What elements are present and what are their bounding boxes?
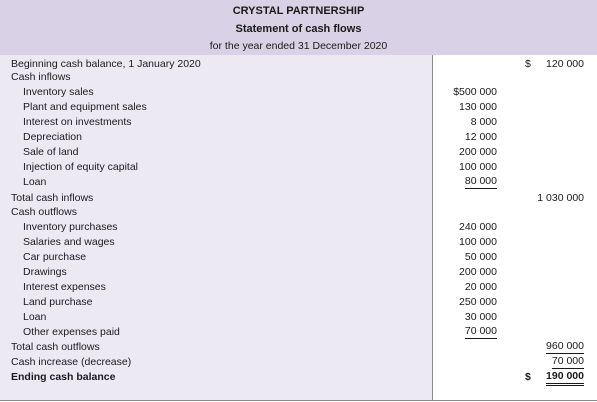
company-name: CRYSTAL PARTNERSHIP <box>232 5 365 17</box>
detail-amount: 70 000 <box>464 325 497 337</box>
row-label: Car purchase <box>23 251 87 263</box>
row-drawings <box>0 265 597 280</box>
row-label: Other expenses paid <box>23 326 120 338</box>
row-equity-injection <box>0 160 597 175</box>
row-label: Total cash inflows <box>11 192 94 204</box>
row-label: Loan <box>23 311 47 323</box>
row-label: Interest on investments <box>23 116 132 128</box>
row-plant-equipment-sales <box>0 100 597 115</box>
row-label: Interest expenses <box>23 281 106 293</box>
row-label: Inventory sales <box>23 86 94 98</box>
row-interest-expenses <box>0 280 597 295</box>
row-label: Loan <box>23 176 47 188</box>
row-car-purchase <box>0 250 597 265</box>
row-label: Salaries and wages <box>23 236 115 248</box>
section-heading: Cash inflows <box>11 71 71 83</box>
detail-amount: 8 000 <box>470 116 497 128</box>
row-label: Injection of equity capital <box>23 161 138 173</box>
row-land-purchase <box>0 295 597 310</box>
statement-header <box>0 0 597 55</box>
currency-symbol: $ <box>525 371 531 383</box>
detail-amount: 12 000 <box>464 131 497 143</box>
row-interest-on-investments <box>0 115 597 130</box>
row-sale-of-land <box>0 145 597 160</box>
row-total-cash-outflows <box>0 340 597 355</box>
statement-period: for the year ended 31 December 2020 <box>209 40 388 52</box>
row-loan-inflow <box>0 175 597 190</box>
statement-title: Statement of cash flows <box>235 23 362 35</box>
detail-amount: 130 000 <box>459 101 497 113</box>
detail-amount: 100 000 <box>459 161 497 173</box>
detail-amount: 250 000 <box>459 296 497 308</box>
row-inventory-purchases <box>0 220 597 235</box>
row-ending-cash-balance <box>0 370 597 385</box>
row-cash-inflows-heading <box>0 70 597 85</box>
row-other-expenses <box>0 325 597 340</box>
row-label: Ending cash balance <box>11 371 116 383</box>
row-label: Beginning cash balance, 1 January 2020 <box>11 58 201 70</box>
row-loan-outflow <box>0 310 597 325</box>
row-label: Total cash outflows <box>11 341 100 353</box>
detail-amount: $500 000 <box>453 86 497 98</box>
row-label: Inventory purchases <box>23 221 118 233</box>
row-cash-outflows-heading <box>0 205 597 220</box>
detail-amount: 50 000 <box>464 251 497 263</box>
total-amount: 190 000 <box>546 370 584 386</box>
bottom-divider <box>0 400 597 401</box>
detail-amount: 80 000 <box>464 175 497 187</box>
currency-symbol: $ <box>525 58 531 70</box>
row-label: Plant and equipment sales <box>23 101 147 113</box>
detail-amount: 100 000 <box>459 236 497 248</box>
row-label: Cash increase (decrease) <box>11 356 132 368</box>
total-amount: 120 000 <box>546 58 584 70</box>
row-label: Land purchase <box>23 296 93 308</box>
row-depreciation <box>0 130 597 145</box>
detail-amount: 240 000 <box>459 221 497 233</box>
total-amount: 70 000 <box>551 355 584 367</box>
row-label: Depreciation <box>23 131 82 143</box>
section-heading: Cash outflows <box>11 206 77 218</box>
row-cash-increase <box>0 355 597 370</box>
detail-amount: 200 000 <box>459 146 497 158</box>
row-label: Sale of land <box>23 146 79 158</box>
detail-amount: 20 000 <box>464 281 497 293</box>
row-inventory-sales <box>0 85 597 100</box>
row-label: Drawings <box>23 266 67 278</box>
detail-amount: 200 000 <box>459 266 497 278</box>
total-amount: 1 030 000 <box>537 192 584 204</box>
row-salaries-wages <box>0 235 597 250</box>
detail-amount: 30 000 <box>464 311 497 323</box>
row-total-cash-inflows <box>0 191 597 206</box>
total-amount: 960 000 <box>546 340 584 352</box>
